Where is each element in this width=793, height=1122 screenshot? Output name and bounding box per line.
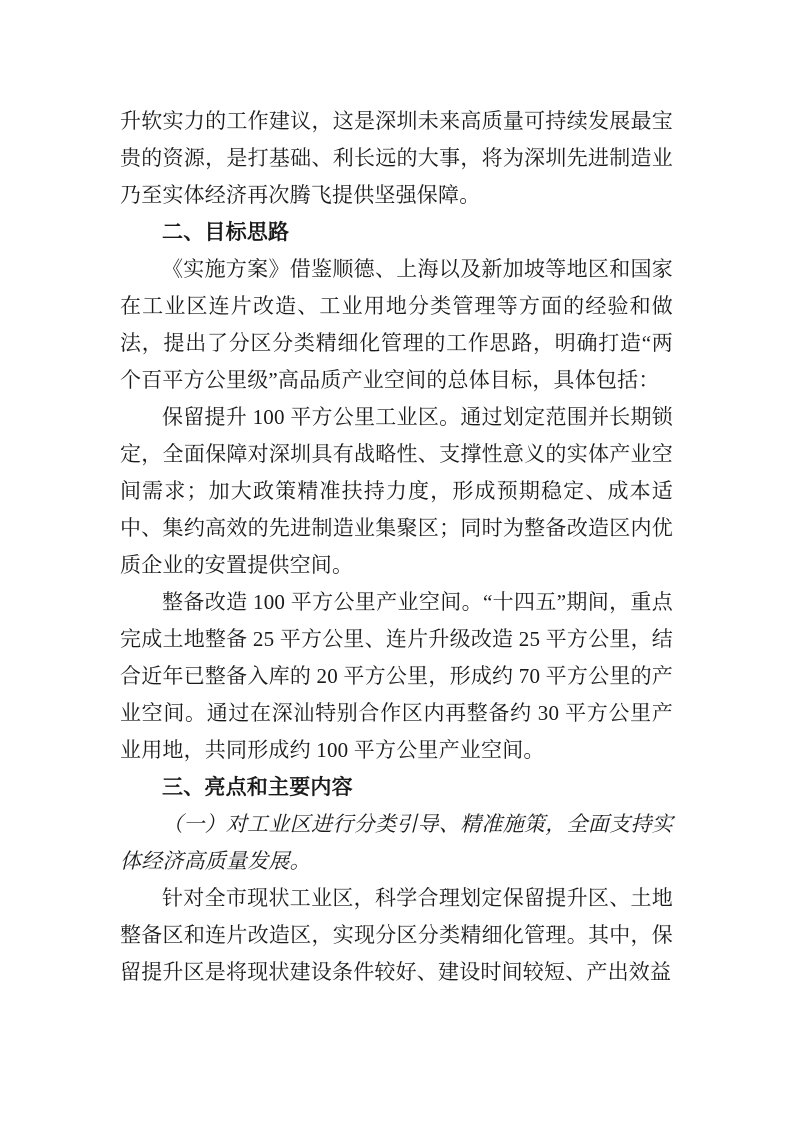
paragraph: 整备改造 100 平方公里产业空间。“十四五”期间，重点完成土地整备 25 平方公里、连片升级改造 25 平方公里，结合近年已整备入库的 20 平方公里，形成约 70 平方公里的产业空间。通过在深汕特别合作区内再整备约 30 平方公里产业用地，共同形成约 100 平方公里产业空间。	[120, 590, 673, 762]
section-heading: 二、目标思路	[162, 221, 290, 244]
paragraph: 升软实力的工作建议，这是深圳未来高质量可持续发展最宝贵的资源，是打基础、利长远的大事，将为深圳先进制造业乃至实体经济再次腾飞提供坚强保障。	[120, 109, 673, 207]
paragraph: 《实施方案》借鉴顺德、上海以及新加坡等地区和国家在工业区连片改造、工业用地分类管理等方面的经验和做法，提出了分区分类精细化管理的工作思路，明确打造“两个百平方公里级”高品质产业空间的总体目标，具体包括：	[120, 257, 673, 392]
paragraph: 针对全市现状工业区，科学合理划定保留提升区、土地整备区和连片改造区，实现分区分类精细化管理。其中，保留提升区是将现状建设条件较好、建设时间较短、产出效益	[120, 886, 673, 984]
section-heading: 三、亮点和主要内容	[162, 776, 353, 799]
paragraph: 保留提升 100 平方公里工业区。通过划定范围并长期锁定，全面保障对深圳具有战略性、支撑性意义的实体产业空间需求；加大政策精准扶持力度，形成预期稳定、成本适中、集约高效的先进制造业集聚区；同时为整备改造区内优质企业的安置提供空间。	[120, 405, 673, 577]
sub-heading: （一）对工业区进行分类引导、精准施策，全面支持实体经济高质量发展。	[120, 812, 673, 873]
